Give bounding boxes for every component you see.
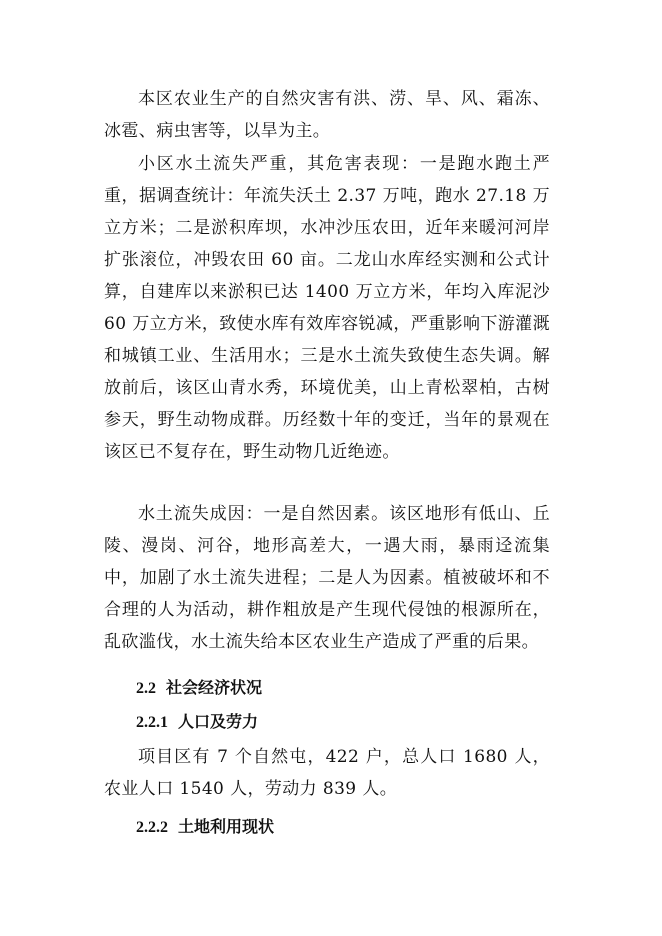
section-number: 2.2 (136, 680, 156, 697)
section-heading-2-2 (136, 676, 262, 701)
paragraph-population: 项目区有 7 个自然屯，422 户，总人口 1680 人，农业人口 1540 人，劳动力 839 人。 (104, 747, 550, 799)
section-title: 人口及劳力 (178, 712, 259, 731)
paragraph-natural-disasters: 本区农业生产的自然灾害有洪、涝、旱、风、霜冻、冰雹、病虫害等，以旱为主。 (104, 89, 550, 141)
section-number: 2.2.1 (136, 714, 168, 731)
section-title: 土地利用现状 (178, 817, 275, 836)
paragraph-soil-erosion-harm: 小区水土流失严重，其危害表现：一是跑水跑土严重，据调查统计：年流失沃土 2.37 万吨，跑水 27.18 万立方米；二是淤积库坝，水冲沙压农田，近年来暖河河岸扩张滚位，冲毁农田 60 亩。二龙山水库经实测和公式计算，自建库以来淤积已达 1400 万立方米，年均入库泥沙 60 万立方米，致使水库有效库容锐减，严重影响下游灌溉和城镇工业、生活用水；三是水土流失致使生态失调。解放前后，该区山青水秀，环境优美，山上青松翠柏，古树参天，野生动物成群。历经数十年的变迁，当年的景观在该区已不复存在，野生动物几近绝迹。 (104, 154, 550, 462)
paragraph-soil-erosion-causes: 水土流失成因：一是自然因素。该区地形有低山、丘陵、漫岗、河谷，地形高差大，一遇大雨，暴雨迳流集中，加剧了水土流失进程；二是人为因素。植被破坏和不合理的人为活动，耕作粗放是产生现代侵蚀的根源所在，乱砍滥伐，水土流失给本区农业生产造成了严重的后果。 (104, 504, 550, 652)
section-title: 社会经济状况 (166, 678, 263, 697)
section-heading-2-2-2 (136, 815, 274, 840)
section-heading-2-2-1 (136, 710, 258, 735)
section-number: 2.2.2 (136, 819, 168, 836)
